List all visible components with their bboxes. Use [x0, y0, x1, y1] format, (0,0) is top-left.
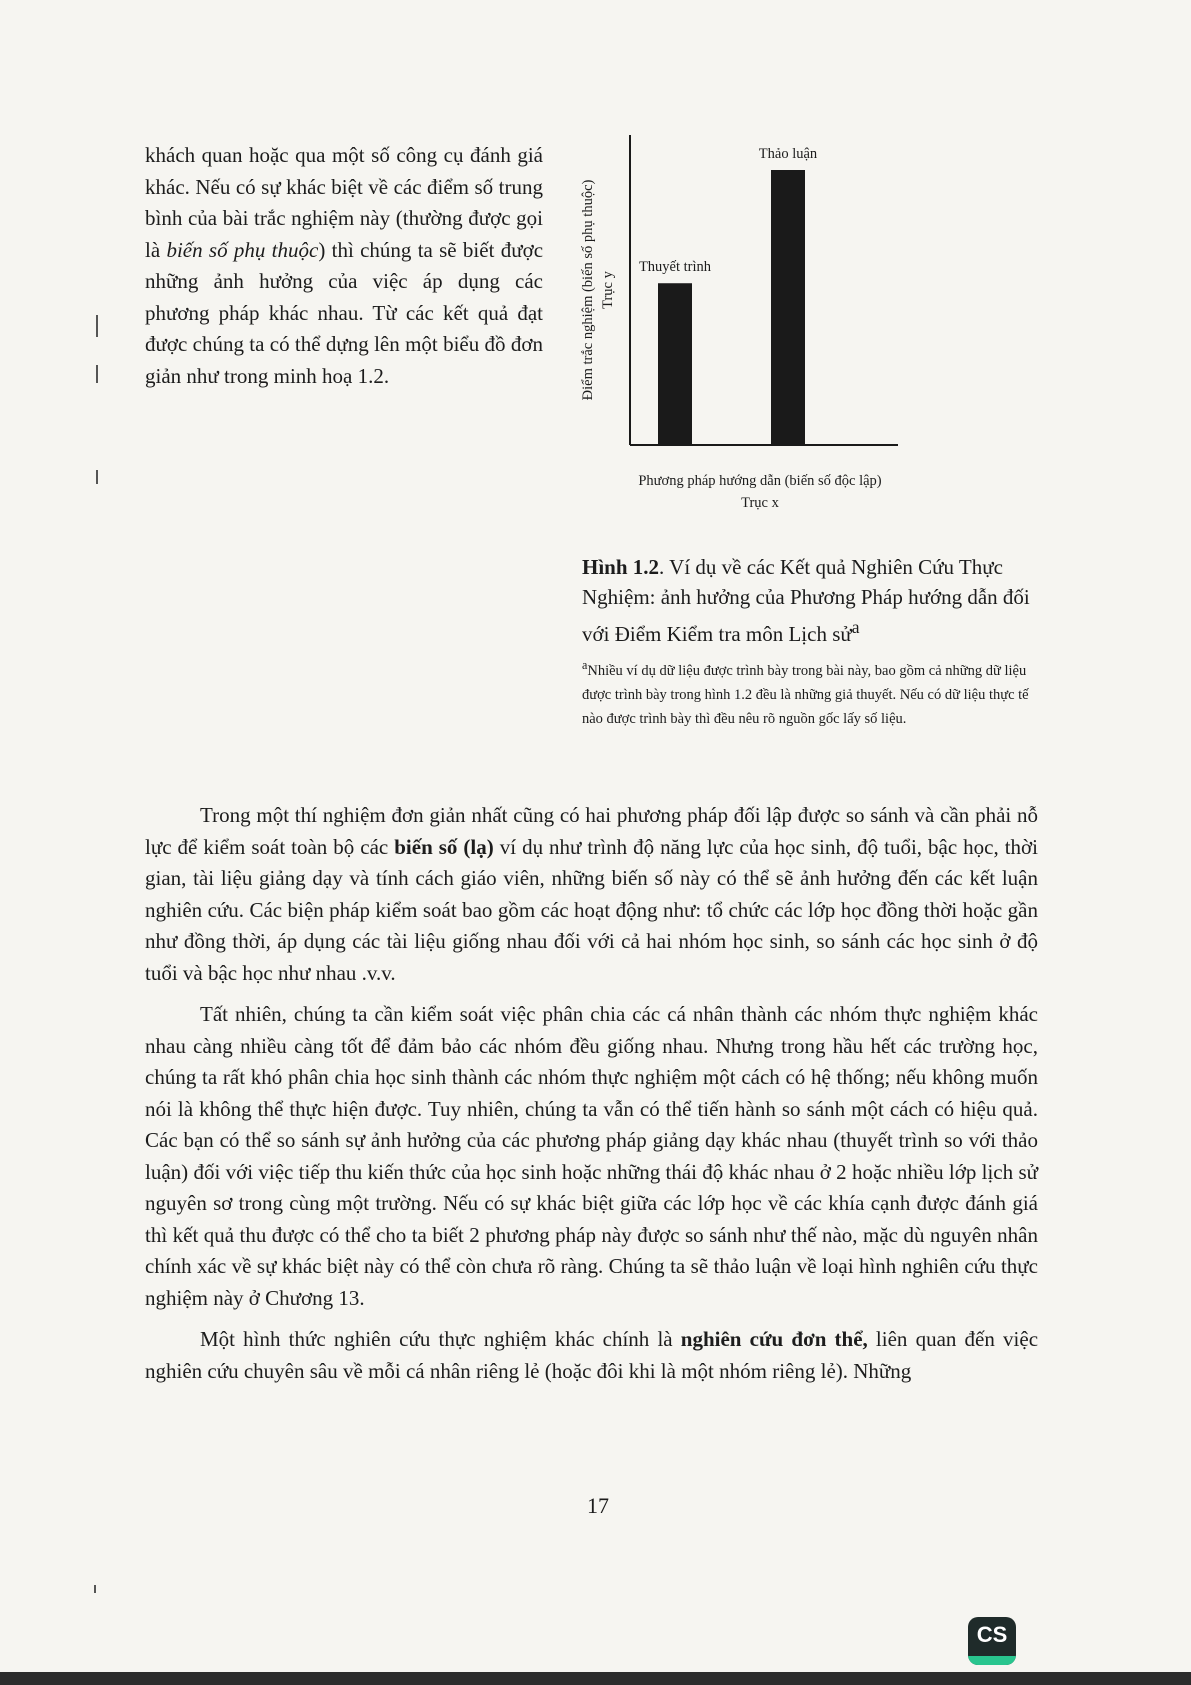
bar-thao-luan	[771, 170, 805, 445]
figure-caption	[582, 552, 1032, 731]
y-axis-name: Trục y	[600, 271, 616, 309]
intro-italic-term: biến số phụ thuộc	[166, 237, 319, 262]
camscanner-logo	[968, 1617, 1016, 1665]
caption-footnote-marker: a	[851, 617, 860, 637]
bar-label-thuyet-trinh: Thuyết trình	[638, 259, 712, 276]
p3-text-a: Một hình thức nghiên cứu thực nghiệm khác chính là	[200, 1327, 681, 1351]
camscanner-logo-strip	[968, 1656, 1016, 1665]
caption-footnote	[582, 653, 1032, 731]
camscanner-logo-text: CS	[976, 1622, 1008, 1647]
intro-text-2: ) thì chúng ta sẽ biết được những ảnh hưởng của việc áp dụng các phương pháp khác nhau. Từ các kết quả đạt được chúng ta có thể dựng lên một biểu đồ đơn giản như trong minh hoạ 1.2.	[145, 237, 544, 388]
intro-paragraph	[145, 140, 543, 392]
bar-thuyet-trinh	[658, 283, 692, 445]
body-paragraph-3	[145, 1324, 1038, 1387]
page-number: 17	[587, 1493, 609, 1518]
x-axis-label: Phương pháp hướng dẫn (biến số độc lập)	[638, 473, 882, 489]
bar-chart	[570, 135, 930, 515]
p1-text-b: ví dụ như trình độ năng lực của học sinh, độ tuổi, bậc học, thời gian, tài liệu giảng dạy và tính cách giáo viên, những biến số này có thể sẽ ảnh hưởng đến các kết luận nghiên cứu. Các biện pháp kiểm soát bao gồm các hoạt động như: tổ chức các lớp học đồng thời hoặc gần như đồng thời, áp dụng các tài liệu giống nhau đối với cả hai nhóm học sinh, so sánh các học sinh ở độ tuổi và bậc học như nhau .v.v.	[145, 834, 1038, 985]
p3-text-b: liên quan đến việc nghiên cứu chuyên sâu về mỗi cá nhân riêng lẻ (hoặc đôi khi là một nhóm riêng lẻ). Những	[145, 1327, 1039, 1383]
caption-main	[582, 552, 1032, 649]
bars-group	[658, 170, 805, 445]
margin-mark	[96, 470, 98, 484]
figure-number: Hình 1.2	[582, 555, 660, 579]
margin-mark	[94, 1585, 96, 1593]
body-paragraph-1	[145, 800, 1038, 989]
p1-bold-term: biến số (lạ)	[394, 834, 494, 859]
margin-mark	[96, 365, 98, 383]
margin-mark	[96, 315, 98, 337]
caption-text: . Ví dụ về các Kết quả Nghiên Cứu Thực Nghiệm: ảnh hưởng của Phương Pháp hướng dẫn đối với Điểm Kiểm tra môn Lịch sử	[582, 555, 1030, 646]
footnote-marker: a	[582, 658, 588, 672]
intro-text-1: khách quan hoặc qua một số công cụ đánh giá khác. Nếu có sự khác biệt về các điểm số trung bình của bài trắc nghiệm này (thường được gọi là	[145, 143, 543, 262]
body-text	[145, 800, 1038, 1397]
bar-label-thao-luan: Thảo luận	[758, 146, 818, 162]
p1-text-a: Trong một thí nghiệm đơn giản nhất cũng có hai phương pháp đối lập được so sánh và cần phải nỗ lực để kiểm soát toàn bộ các	[145, 803, 1038, 859]
x-axis-name: Trục x	[741, 495, 779, 511]
footnote-text: Nhiều ví dụ dữ liệu được trình bày trong bài này, bao gồm cả những dữ liệu được trình bày trong hình 1.2 đều là những giả thuyết. Nếu có dữ liệu thực tế nào được trình bày thì đều nêu rõ nguồn gốc lấy số liệu.	[582, 662, 1029, 727]
scan-edge	[0, 1672, 1191, 1685]
y-axis-label: Điểm trắc nghiệm (biến số phụ thuộc)	[580, 179, 596, 401]
body-paragraph-2: Tất nhiên, chúng ta cần kiểm soát việc phân chia các cá nhân thành các nhóm thực nghiệm khác nhau càng nhiều càng tốt để đảm bảo các nhóm đều giống nhau. Nhưng trong hầu hết các trường học, chúng ta rất khó phân chia học sinh thành các nhóm thực nghiệm một cách có hệ thống; nếu không muốn nói là không thể thực hiện được. Tuy nhiên, chúng ta vẫn có thể tiến hành so sánh một cách có hiệu quả. Các bạn có thể so sánh sự ảnh hưởng của các phương pháp giảng dạy khác nhau (thuyết trình so với thảo luận) đối với việc tiếp thu kiến thức của học sinh hoặc những thái độ khác nhau ở 2 hoặc nhiều lớp lịch sử nguyên sơ trong cùng một trường. Nếu có sự khác biệt giữa các lớp học về các khía cạnh được đánh giá thì kết quả thu được có thể cho ta biết 2 phương pháp này được so sánh như thế nào, mặc dù nguyên nhân chính xác về sự khác biệt này có thể còn chưa rõ ràng. Chúng ta sẽ thảo luận về loại hình nghiên cứu thực nghiệm này ở Chương 13.	[145, 1002, 1038, 1310]
p3-bold-term: nghiên cứu đơn thể,	[680, 1327, 868, 1351]
